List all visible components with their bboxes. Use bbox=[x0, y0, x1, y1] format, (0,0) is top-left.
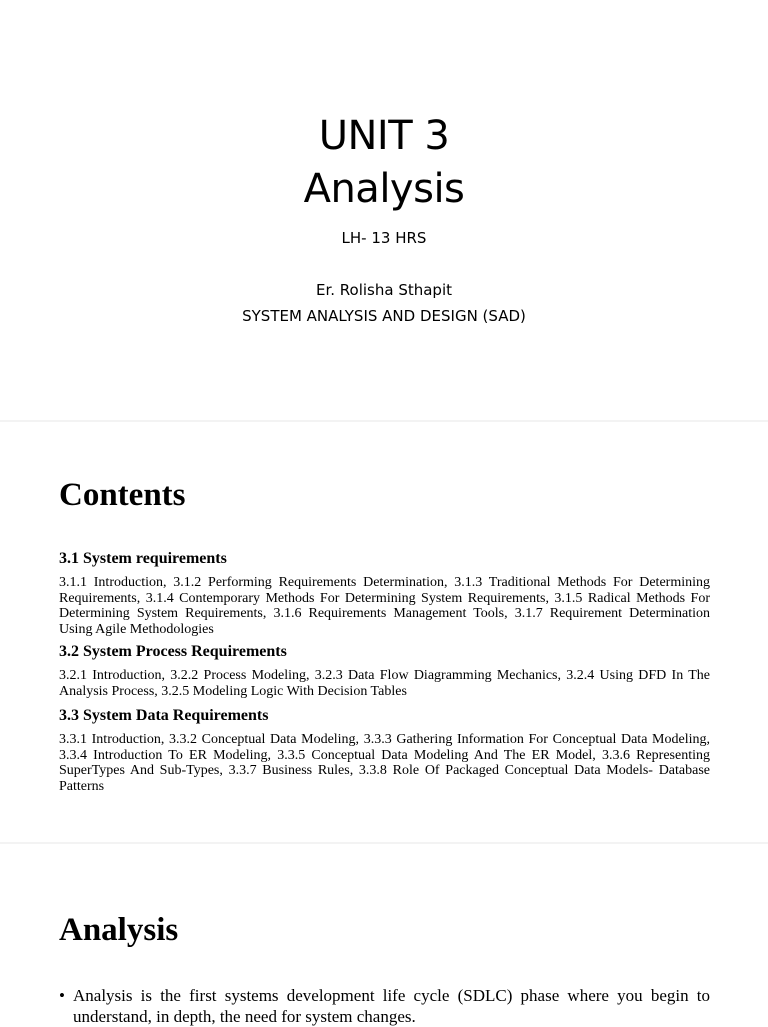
bullet-text: Analysis is the first systems development life cycle (SDLC) phase where you begin to understand, in depth, the need for system changes. bbox=[73, 986, 710, 1026]
analysis-heading: Analysis bbox=[59, 912, 179, 948]
section-heading: 3.3 System Data Requirements bbox=[59, 707, 269, 724]
course-name: SYSTEM ANALYSIS AND DESIGN (SAD) bbox=[242, 307, 526, 325]
title-slide bbox=[0, 0, 768, 420]
section-body: 3.1.1 Introduction, 3.1.2 Performing Requirements Determination, 3.1.3 Traditional Methods For Determining Requirements, 3.1.4 Contemporary Methods For Determining System Requirements, 3.1.5 Radical Methods For Determining System Requirements, 3.1.6 Requirements Management Tools, 3.1.7 Requirement Determination Using Agile Methodologies bbox=[59, 575, 710, 637]
section-body: 3.3.1 Introduction, 3.3.2 Conceptual Data Modeling, 3.3.3 Gathering Information For Conceptual Data Modeling, 3.3.4 Introduction To ER Modeling, 3.3.5 Conceptual Data Modeling And The ER Model, 3.3.6 Representing SuperTypes And Sub-Types, 3.3.7 Business Rules, 3.3.8 Role Of Packaged Conceptual Data Models- Database Patterns bbox=[59, 732, 710, 794]
analysis-slide bbox=[0, 844, 768, 1024]
section-body: 3.2.1 Introduction, 3.2.2 Process Modeling, 3.2.3 Data Flow Diagramming Mechanics, 3.2.4 Using DFD In The Analysis Process, 3.2.5 Modeling Logic With Decision Tables bbox=[59, 668, 710, 699]
section-heading: 3.2 System Process Requirements bbox=[59, 643, 287, 660]
unit-title: UNIT 3 bbox=[318, 113, 450, 159]
author-name: Er. Rolisha Sthapit bbox=[315, 281, 453, 299]
bullet-icon: • bbox=[59, 986, 65, 1005]
title-block bbox=[0, 110, 768, 216]
section-data-requirements bbox=[59, 706, 710, 794]
bullet-item bbox=[59, 985, 710, 1027]
section-heading: 3.1 System requirements bbox=[59, 550, 227, 567]
contents-slide bbox=[0, 422, 768, 842]
topic-title: Analysis bbox=[303, 166, 465, 212]
contents-heading: Contents bbox=[59, 477, 186, 513]
section-process-requirements bbox=[59, 642, 710, 699]
section-system-requirements bbox=[59, 549, 710, 637]
hours-label: LH- 13 HRS bbox=[341, 229, 427, 247]
